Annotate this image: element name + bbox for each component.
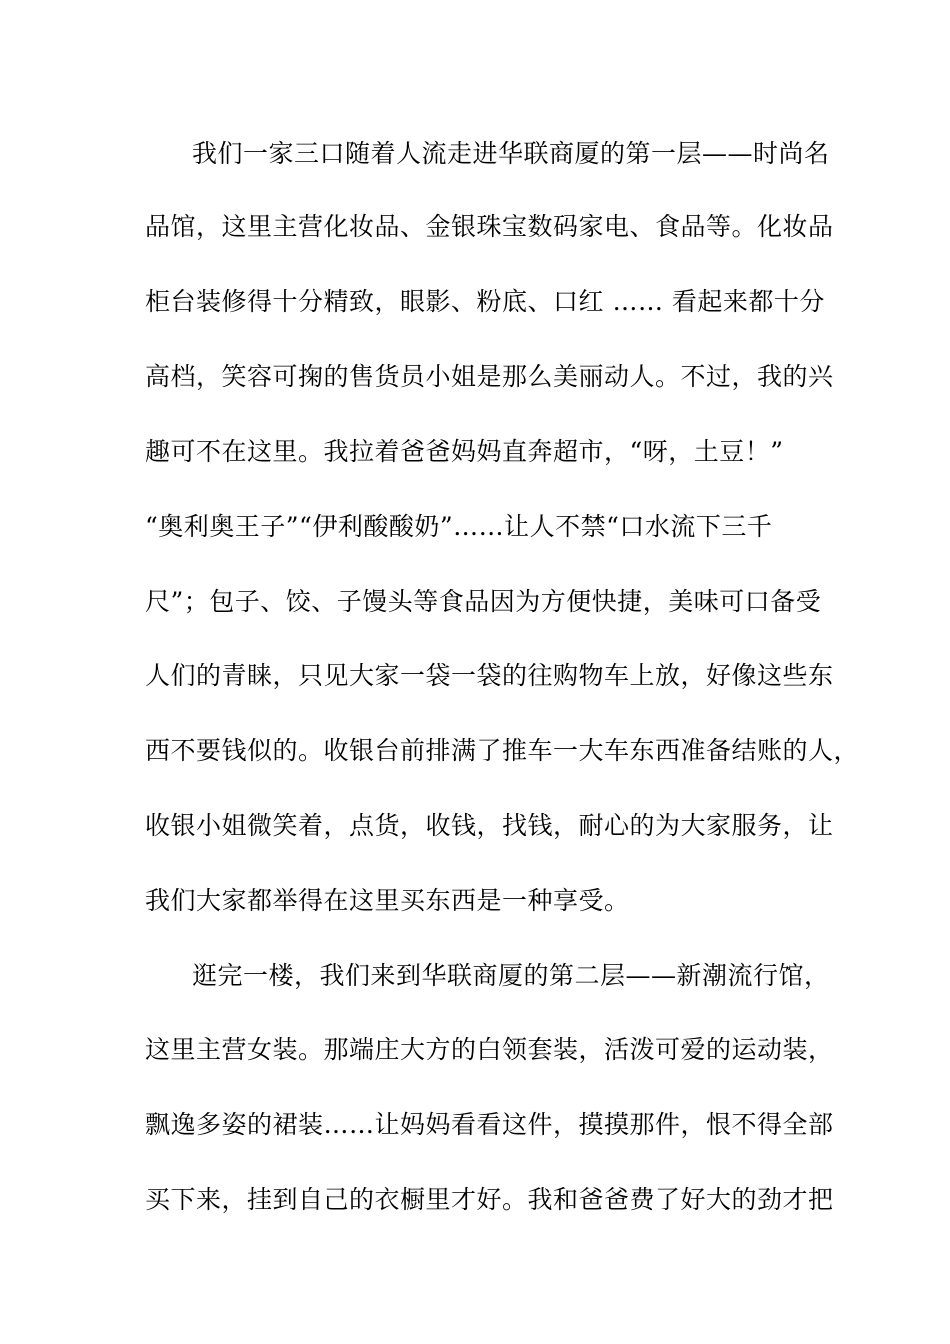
paragraph-2-line-1: 逛完一楼，我们来到华联商厦的第二层——新潮流行馆， — [192, 961, 830, 990]
paragraph-2-line-3: 飘逸多姿的裙装……让妈妈看看这件，摸摸那件，恨不得全部 — [145, 1110, 834, 1139]
paragraph-2-line-2: 这里主营女装。那端庄大方的白领套装，活泼可爱的运动装， — [145, 1035, 834, 1064]
paragraph-2-line-4: 买下来，挂到自己的衣橱里才好。我和爸爸费了好大的劲才把 — [145, 1185, 834, 1214]
paragraph-1-line-3: 柜台装修得十分精致，眼影、粉底、口红 …… 看起来都十分 — [145, 287, 825, 316]
paragraph-1-line-1: 我们一家三口随着人流走进华联商厦的第一层——时尚名 — [192, 139, 830, 168]
paragraph-1-line-6: “奥利奥王子”“伊利酸酸奶”……让人不禁“口水流下三千 — [145, 512, 773, 541]
paragraph-1-line-10: 收银小姐微笑着，点货，收钱，找钱，耐心的为大家服务，让 — [145, 811, 834, 840]
paragraph-1-line-4: 高档，笑容可掬的售货员小姐是那么美丽动人。不过，我的兴 — [145, 362, 834, 391]
paragraph-1-line-2: 品馆，这里主营化妆品、金银珠宝数码家电、食品等。化妆品 — [145, 212, 834, 241]
paragraph-1-line-11: 我们大家都举得在这里买东西是一种享受。 — [145, 886, 630, 915]
paragraph-1-line-5: 趣可不在这里。我拉着爸爸妈妈直奔超市，“呀，土豆！” — [145, 437, 784, 466]
paragraph-1-line-7: 尺”；包子、饺、子馒头等食品因为方便快捷，美味可口备受 — [145, 587, 822, 616]
paragraph-1-line-8: 人们的青睐，只见大家一袋一袋的往购物车上放，好像这些东 — [145, 661, 834, 690]
paragraph-1-line-9: 西不要钱似的。收银台前排满了推车一大车东西准备结账的人， — [145, 736, 860, 765]
